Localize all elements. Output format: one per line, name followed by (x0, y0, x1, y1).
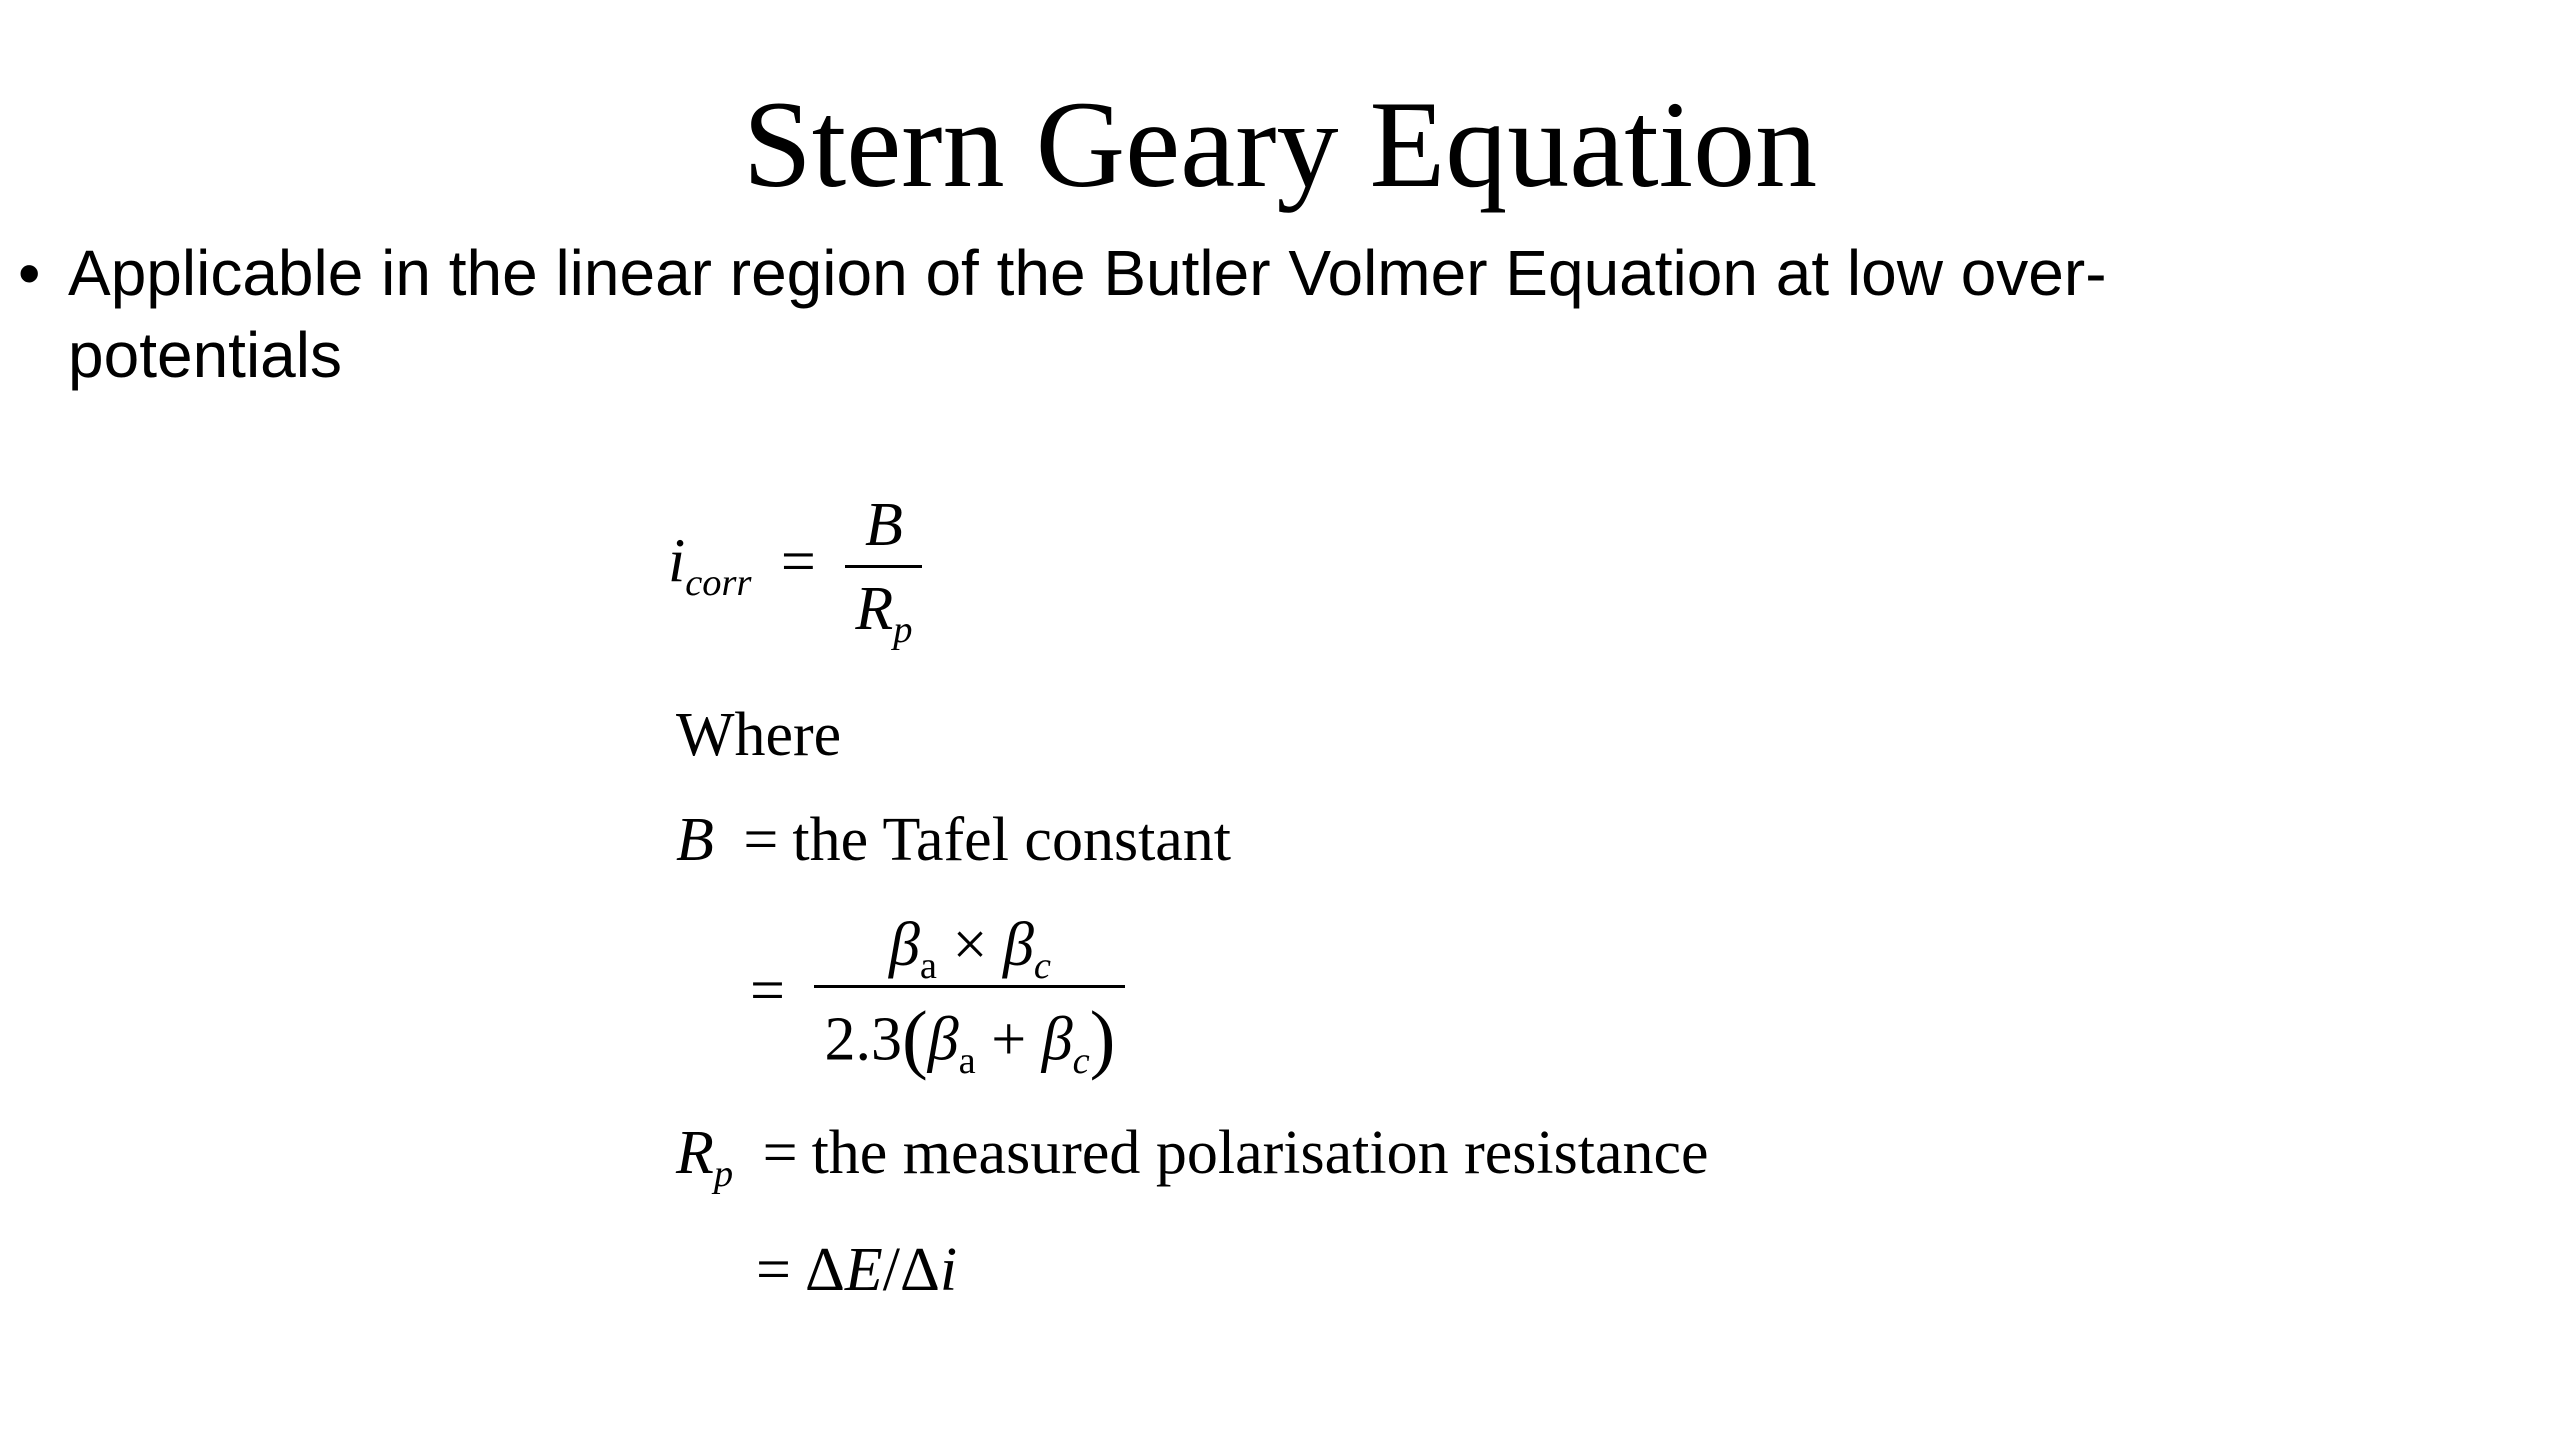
plus-sign: + (991, 1005, 1027, 1074)
coefficient: 2.3 (824, 1005, 902, 1074)
b-formula (736, 910, 1125, 1083)
icorr-symbol: i (668, 527, 686, 596)
fraction-numerator: B (845, 490, 922, 568)
bullet-line-2: potentials (68, 319, 342, 391)
equals-sign: = (750, 956, 785, 1025)
b-fraction-denominator (814, 988, 1125, 1083)
rp-formula (742, 1235, 957, 1306)
bullet-text (68, 232, 2418, 396)
rp-definition-text: the measured polarisation resistance (811, 1119, 1709, 1187)
equals-sign: = (756, 1236, 791, 1304)
beta-c-symbol: β (1002, 911, 1034, 979)
icorr-equation (668, 490, 922, 652)
fraction-denominator (845, 568, 922, 652)
beta-a-symbol: β (927, 1005, 959, 1074)
icorr-fraction (845, 490, 922, 652)
slash-symbol: / (882, 1236, 900, 1304)
equals-sign: = (743, 806, 779, 874)
equals-sign: = (780, 527, 816, 596)
beta-c-subscript: c (1033, 945, 1051, 988)
beta-a-subscript: a (958, 1039, 976, 1082)
b-symbol: B (676, 806, 714, 874)
equals-sign: = (762, 1119, 798, 1187)
rp-subscript: p (713, 1153, 734, 1196)
slide-title: Stern Geary Equation (742, 76, 1818, 213)
b-fraction (814, 910, 1125, 1083)
delta-symbol: Δ (804, 1236, 845, 1304)
beta-a-symbol: β (889, 911, 920, 979)
times-sign: × (952, 911, 988, 979)
delta-symbol: Δ (899, 1236, 940, 1304)
bullet-dot-icon: • (18, 237, 41, 309)
beta-c-subscript: c (1072, 1039, 1090, 1082)
icorr-subscript: corr (685, 562, 752, 605)
rp-definition (676, 1118, 1709, 1196)
open-paren: ( (901, 995, 928, 1081)
rp-subscript: p (893, 609, 913, 652)
b-definition-text: the Tafel constant (792, 806, 1232, 874)
beta-a-subscript: a (919, 945, 937, 988)
bullet-item (18, 232, 2418, 396)
b-fraction-numerator (814, 910, 1125, 988)
where-label: Where (676, 701, 842, 769)
b-definition (676, 805, 1231, 876)
close-paren: ) (1089, 995, 1116, 1081)
i-symbol: i (939, 1236, 958, 1304)
rp-symbol: R (855, 575, 894, 643)
rp-symbol: R (676, 1119, 714, 1187)
bullet-line-1: Applicable in the linear region of the Butler Volmer Equation at low over- (68, 237, 2107, 309)
beta-c-symbol: β (1041, 1005, 1073, 1074)
e-symbol: E (844, 1236, 883, 1304)
